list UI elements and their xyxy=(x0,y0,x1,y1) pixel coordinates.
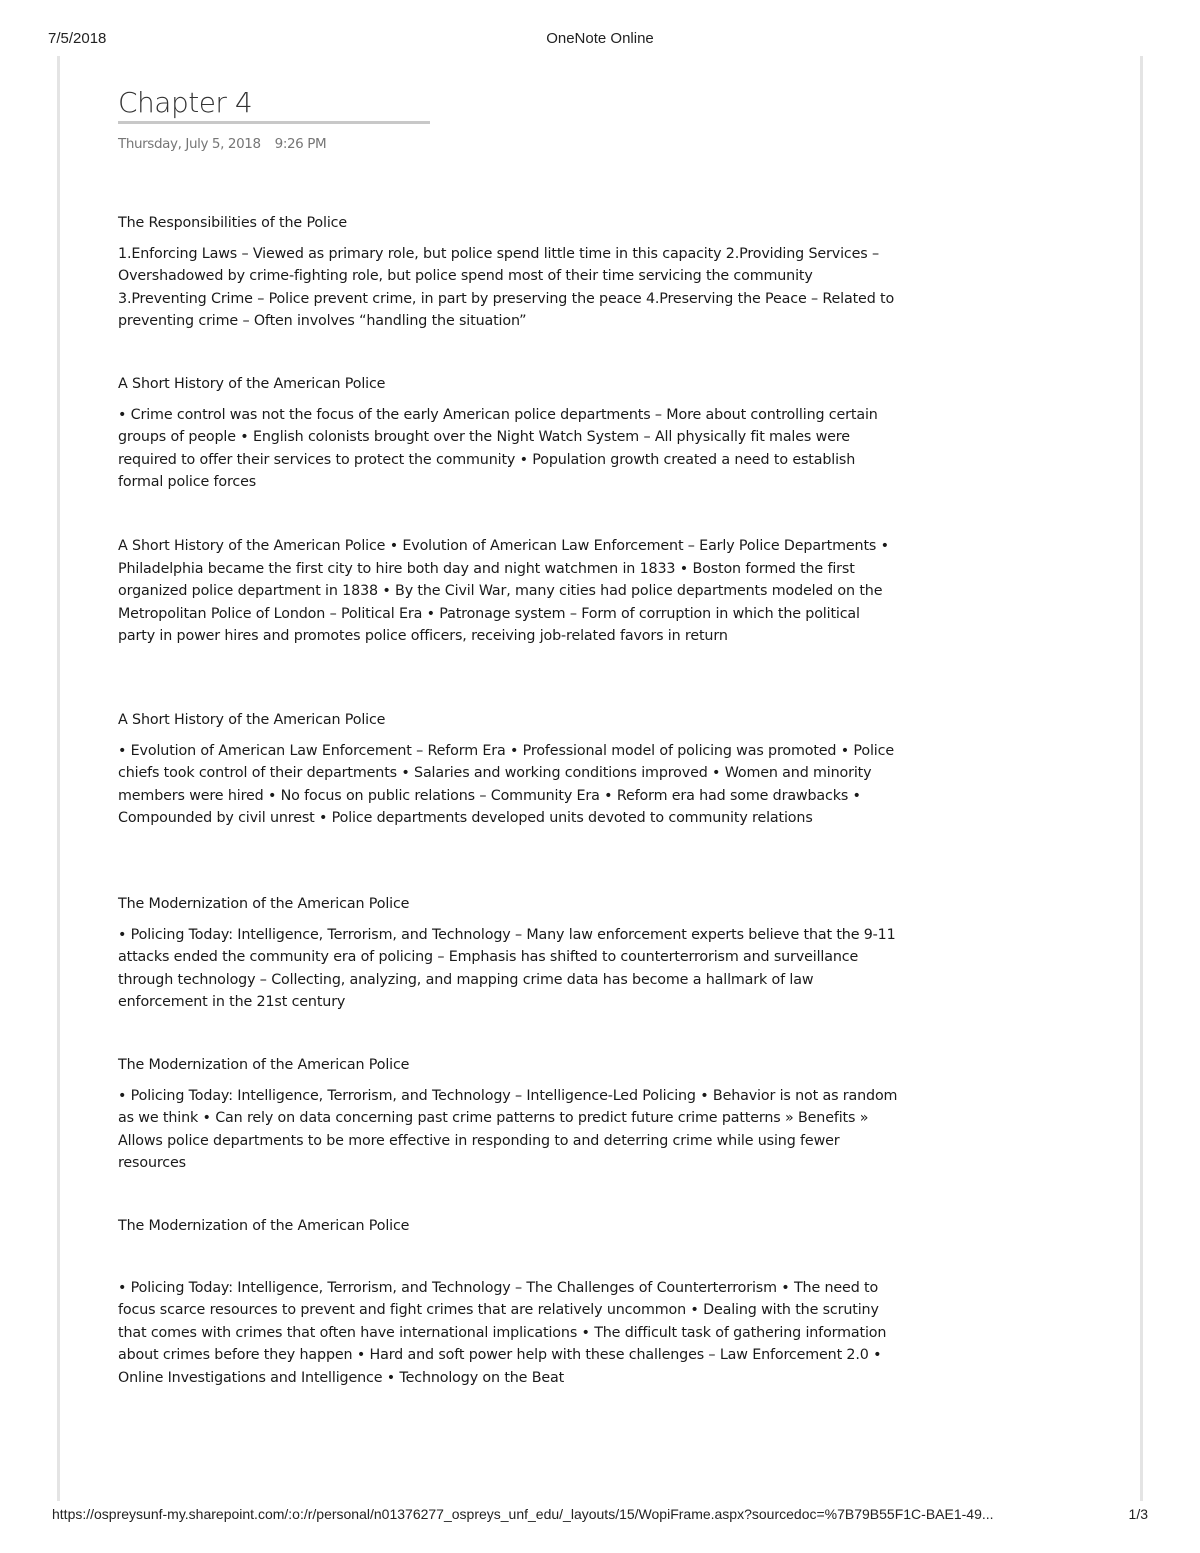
note-section xyxy=(118,1215,900,1390)
note-section xyxy=(118,535,900,648)
section-body: • Policing Today: Intelligence, Terrorism, and Technology – Intelligence-Led Policing • Behavior is not as random as we think • Can rely on data concerning past crime patterns to predict future crime patterns » Benefits » Allows police departments to be more effective in responding to and deterring crime while using fewer resources xyxy=(118,1087,898,1172)
note-section xyxy=(118,373,900,494)
print-url: https://ospreysunf-my.sharepoint.com/:o:/r/personal/n01376277_ospreys_unf_edu/_layouts/15/WopiFrame.aspx?sourcedoc=%7B79B55F1C-BAE1-49... xyxy=(52,1506,994,1522)
section-body: • Policing Today: Intelligence, Terrorism, and Technology – The Challenges of Counterterrorism • The need to focus scarce resources to prevent and fight crimes that are relatively uncommon • Dealing with the scrutiny that comes with crimes that often have international implications • The difficult task of gathering information about crimes before they happen • Hard and soft power help with these challenges – Law Enforcement 2.0 • Online Investigations and Intelligence • Technology on the Beat xyxy=(118,1279,887,1386)
note-section xyxy=(118,893,900,1014)
note-section xyxy=(118,1054,900,1175)
page-date: Thursday, July 5, 2018 xyxy=(118,136,261,152)
section-heading: The Modernization of the American Police xyxy=(118,1218,410,1234)
section-heading: The Modernization of the American Police xyxy=(118,1057,410,1073)
section-heading: A Short History of the American Police xyxy=(118,376,386,392)
section-body: • Policing Today: Intelligence, Terrorism, and Technology – Many law enforcement experts believe that the 9-11 attacks ended the community era of policing – Emphasis has shifted to counterterrorism and surveillance through technology – Collecting, analyzing, and mapping crime data has become a hallmark of law enforcement in the 21st century xyxy=(118,926,896,1011)
note-section xyxy=(118,709,900,830)
section-heading: The Responsibilities of the Police xyxy=(118,215,348,231)
page-indicator: 1/3 xyxy=(1128,1506,1148,1522)
page-title[interactable]: Chapter 4 xyxy=(118,86,430,124)
page-time: 9:26 PM xyxy=(274,136,327,152)
note-section xyxy=(118,212,900,333)
section-body: 1.Enforcing Laws – Viewed as primary role, but police spend little time in this capacity 2.Providing Services – Overshadowed by crime-fighting role, but police spend most of their time servicing the community 3.Preventing Crime – Police prevent crime, in part by preserving the peace 4.Preserving the Peace – Related to preventing crime – Often involves “handling the situation” xyxy=(118,245,895,330)
section-heading: The Modernization of the American Police xyxy=(118,896,410,912)
section-body: • Evolution of American Law Enforcement – Reform Era • Professional model of policing was promoted • Police chiefs took control of their departments • Salaries and working conditions improved • Women and minority members were hired • No focus on public relations – Community Era • Reform era had some drawbacks • Compounded by civil unrest • Police departments developed units devoted to community relations xyxy=(118,742,894,827)
section-body: A Short History of the American Police • Evolution of American Law Enforcement – Early Police Departments • Philadelphia became the first city to hire both day and night watchmen in 1833 • Boston formed the first organized police department in 1838 • By the Civil War, many cities had police departments modeled on the Metropolitan Police of London – Political Era • Patronage system – Form of corruption in which the political party in power hires and promotes police officers, receiving job-related favors in return xyxy=(118,538,889,645)
print-footer xyxy=(52,1506,1148,1526)
page-timestamp xyxy=(118,136,326,152)
section-body: • Crime control was not the focus of the early American police departments – More about controlling certain groups of people • English colonists brought over the Night Watch System – All physically fit males were required to offer their services to protect the community • Population growth created a need to establish formal police forces xyxy=(118,406,878,491)
print-date: 7/5/2018 xyxy=(48,30,107,47)
section-heading: A Short History of the American Police xyxy=(118,712,386,728)
print-header xyxy=(48,30,1152,50)
print-app-title: OneNote Online xyxy=(546,30,654,47)
